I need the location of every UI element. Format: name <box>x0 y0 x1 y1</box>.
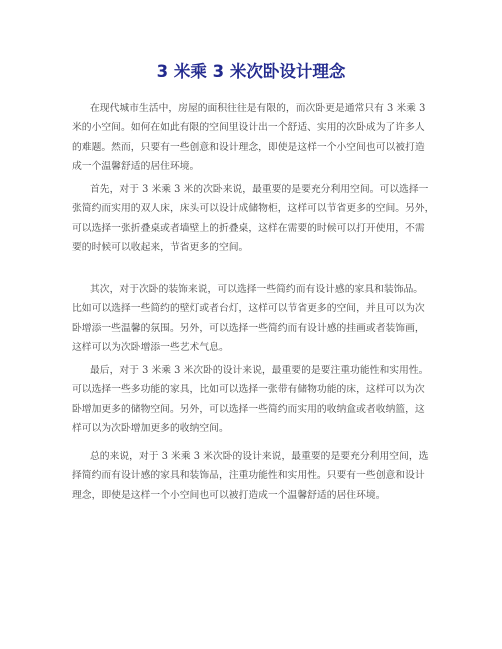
paragraph-line: 这样可以为次卧增添一些艺术气息。 <box>72 342 229 354</box>
paragraph-intro <box>72 99 432 177</box>
paragraph-line: 总的来说，对于 3 米乘 3 米次卧的设计来说，最重要的是要充分利用空间，选 <box>90 451 429 462</box>
paragraph-line: 成一个温馨舒适的居住环境。 <box>72 161 200 173</box>
paragraph-line: 张简约而实用的双人床，床头可以设计成储物柜，这样可以节省更多的空间。另外， <box>72 203 435 215</box>
paragraph-line: 在现代城市生活中，房屋的面积往往是有限的，而次卧更是通常只有 3 米乘 3 <box>90 103 426 114</box>
paragraph-line: 卧增加更多的储物空间。另外，可以选择一些简约而实用的收纳盒或者收纳篮，这 <box>72 403 425 415</box>
paragraph-line: 择简约而有设计感的家具和装饰品，注重功能性和实用性。只要有一些创意和设计 <box>72 470 425 482</box>
document-title: 3 米乘 3 米次卧设计理念 <box>156 62 346 81</box>
paragraph-line: 理念，即使是这样一个小空间也可以被打造成一个温馨舒适的居住环境。 <box>72 489 386 501</box>
paragraph-decoration <box>72 280 432 358</box>
paragraph-line: 可以选择一张折叠桌或者墙壁上的折叠桌，这样在需要的时候可以打开使用，不需 <box>72 222 425 234</box>
paragraph-functionality <box>72 361 432 439</box>
paragraph-line: 首先，对于 3 米乘 3 米的次卧来说，最重要的是要充分利用空间。可以选择一 <box>90 184 429 195</box>
paragraph-line: 的难题。然而，只要有一些创意和设计理念，即使是这样一个小空间也可以被打造 <box>72 141 425 153</box>
paragraph-line: 比如可以选择一些简约的壁灯或者台灯，这样可以节省更多的空间，并且可以为次 <box>72 303 425 315</box>
paragraph-line: 样可以为次卧增加更多的收纳空间。 <box>72 423 229 435</box>
paragraph-conclusion <box>72 447 432 505</box>
paragraph-line: 最后，对于 3 米乘 3 米次卧的设计来说，最重要的是要注重功能性和实用性。 <box>90 365 429 376</box>
paragraph-space-usage <box>72 180 435 258</box>
paragraph-line: 卧增添一些温馨的氛围。另外，可以选择一些简约而有设计感的挂画或者装饰画， <box>72 322 425 334</box>
paragraph-line: 米的小空间。如何在如此有限的空间里设计出一个舒适、实用的次卧成为了许多人 <box>72 122 425 134</box>
paragraph-line: 其次，对于次卧的装饰来说，可以选择一些简约而有设计感的家具和装饰品。 <box>90 284 424 295</box>
paragraph-line: 可以选择一些多功能的家具，比如可以选择一张带有储物功能的床，这样可以为次 <box>72 384 425 396</box>
paragraph-line: 要的时候可以收起来，节省更多的空间。 <box>72 242 249 254</box>
